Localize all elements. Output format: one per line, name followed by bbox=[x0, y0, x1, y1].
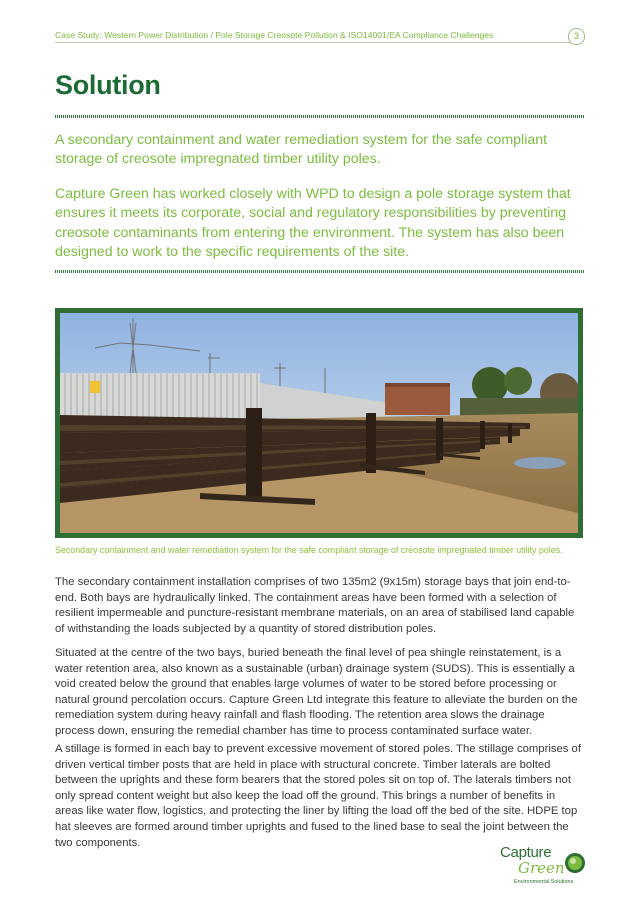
page-header bbox=[55, 28, 585, 46]
header-text: Case Study: Western Power Distribution / Pole Storage Creosote Pollution & ISO14001/EA Compliance Challenges bbox=[55, 30, 494, 40]
logo-tagline: Environmental Solutions bbox=[514, 879, 574, 885]
header-divider bbox=[55, 42, 571, 43]
lead-paragraph-1: A secondary containment and water remediation system for the safe compliant storage of creosote impregnated timber utility poles. bbox=[55, 132, 548, 168]
body-paragraph-2: Situated at the centre of the two bays, buried beneath the final level of pea shingle reinstatement, is a water retention area, also known as a sustainable (urban) drainage system (SUDS). This is essentially a void created below the ground that enables large volumes of water to be stored before processing or natural ground percolation occurs. Capture Green Ltd integrate this feature to alleviate the burden on the remediation system during heavy rainfall and flash flooding. The retention area slows the drainage process down, ensuring the remedial chamber has time to process contaminated surface water. bbox=[55, 647, 578, 737]
dotted-divider-top bbox=[55, 115, 585, 118]
logo-word-green: Green bbox=[518, 859, 565, 877]
site-photo bbox=[60, 313, 578, 533]
photo-caption: Secondary containment and water remediation system for the safe compliant storage of creosote impregnated timber utility poles. bbox=[55, 545, 563, 555]
page-title: Solution bbox=[55, 70, 161, 100]
logo-word-capture: Capture bbox=[500, 844, 552, 861]
page-number: 3 bbox=[568, 28, 585, 45]
logo-globe-icon bbox=[564, 852, 586, 874]
lead-paragraph-2: Capture Green has worked closely with WPD to design a pole storage system that ensures it meets its corporate, social and regulatory responsibilities by preventing creosote contaminants from entering the environment. The system has also been designed to work to the specific requirements of the site. bbox=[55, 186, 571, 261]
body-paragraph-1: The secondary containment installation comprises of two 135m2 (9x15m) storage bays that join end-to-end. Both bays are hydraulically linked. The containment areas have been formed with a selection of resilient impermeable and puncture-resistant membrane materials, on an area of stabilised land capable of withstanding the loads subjected by a quantity of stored distribution poles. bbox=[55, 576, 575, 635]
body-paragraph-3: A stillage is formed in each bay to prevent excessive movement of stored poles. The stillage comprises of driven vertical timber posts that are held in place with structural concrete. Timber laterals are bolted between the uprights and these form bearers that the stored poles sit on top of. The laterals timbers not only spread content weight but also keep the load off the ground. This brings a number of benefits in areas like water flow, logistics, and protecting the liner by lifting the load off the bed of the site. HDPE top hat sleeves are formed around timber uprights and fused to the lined base to seal the joint between the two components. bbox=[55, 743, 581, 849]
capture-green-logo bbox=[500, 844, 586, 890]
site-photo-frame bbox=[55, 308, 583, 538]
dotted-divider-bottom bbox=[55, 270, 585, 273]
